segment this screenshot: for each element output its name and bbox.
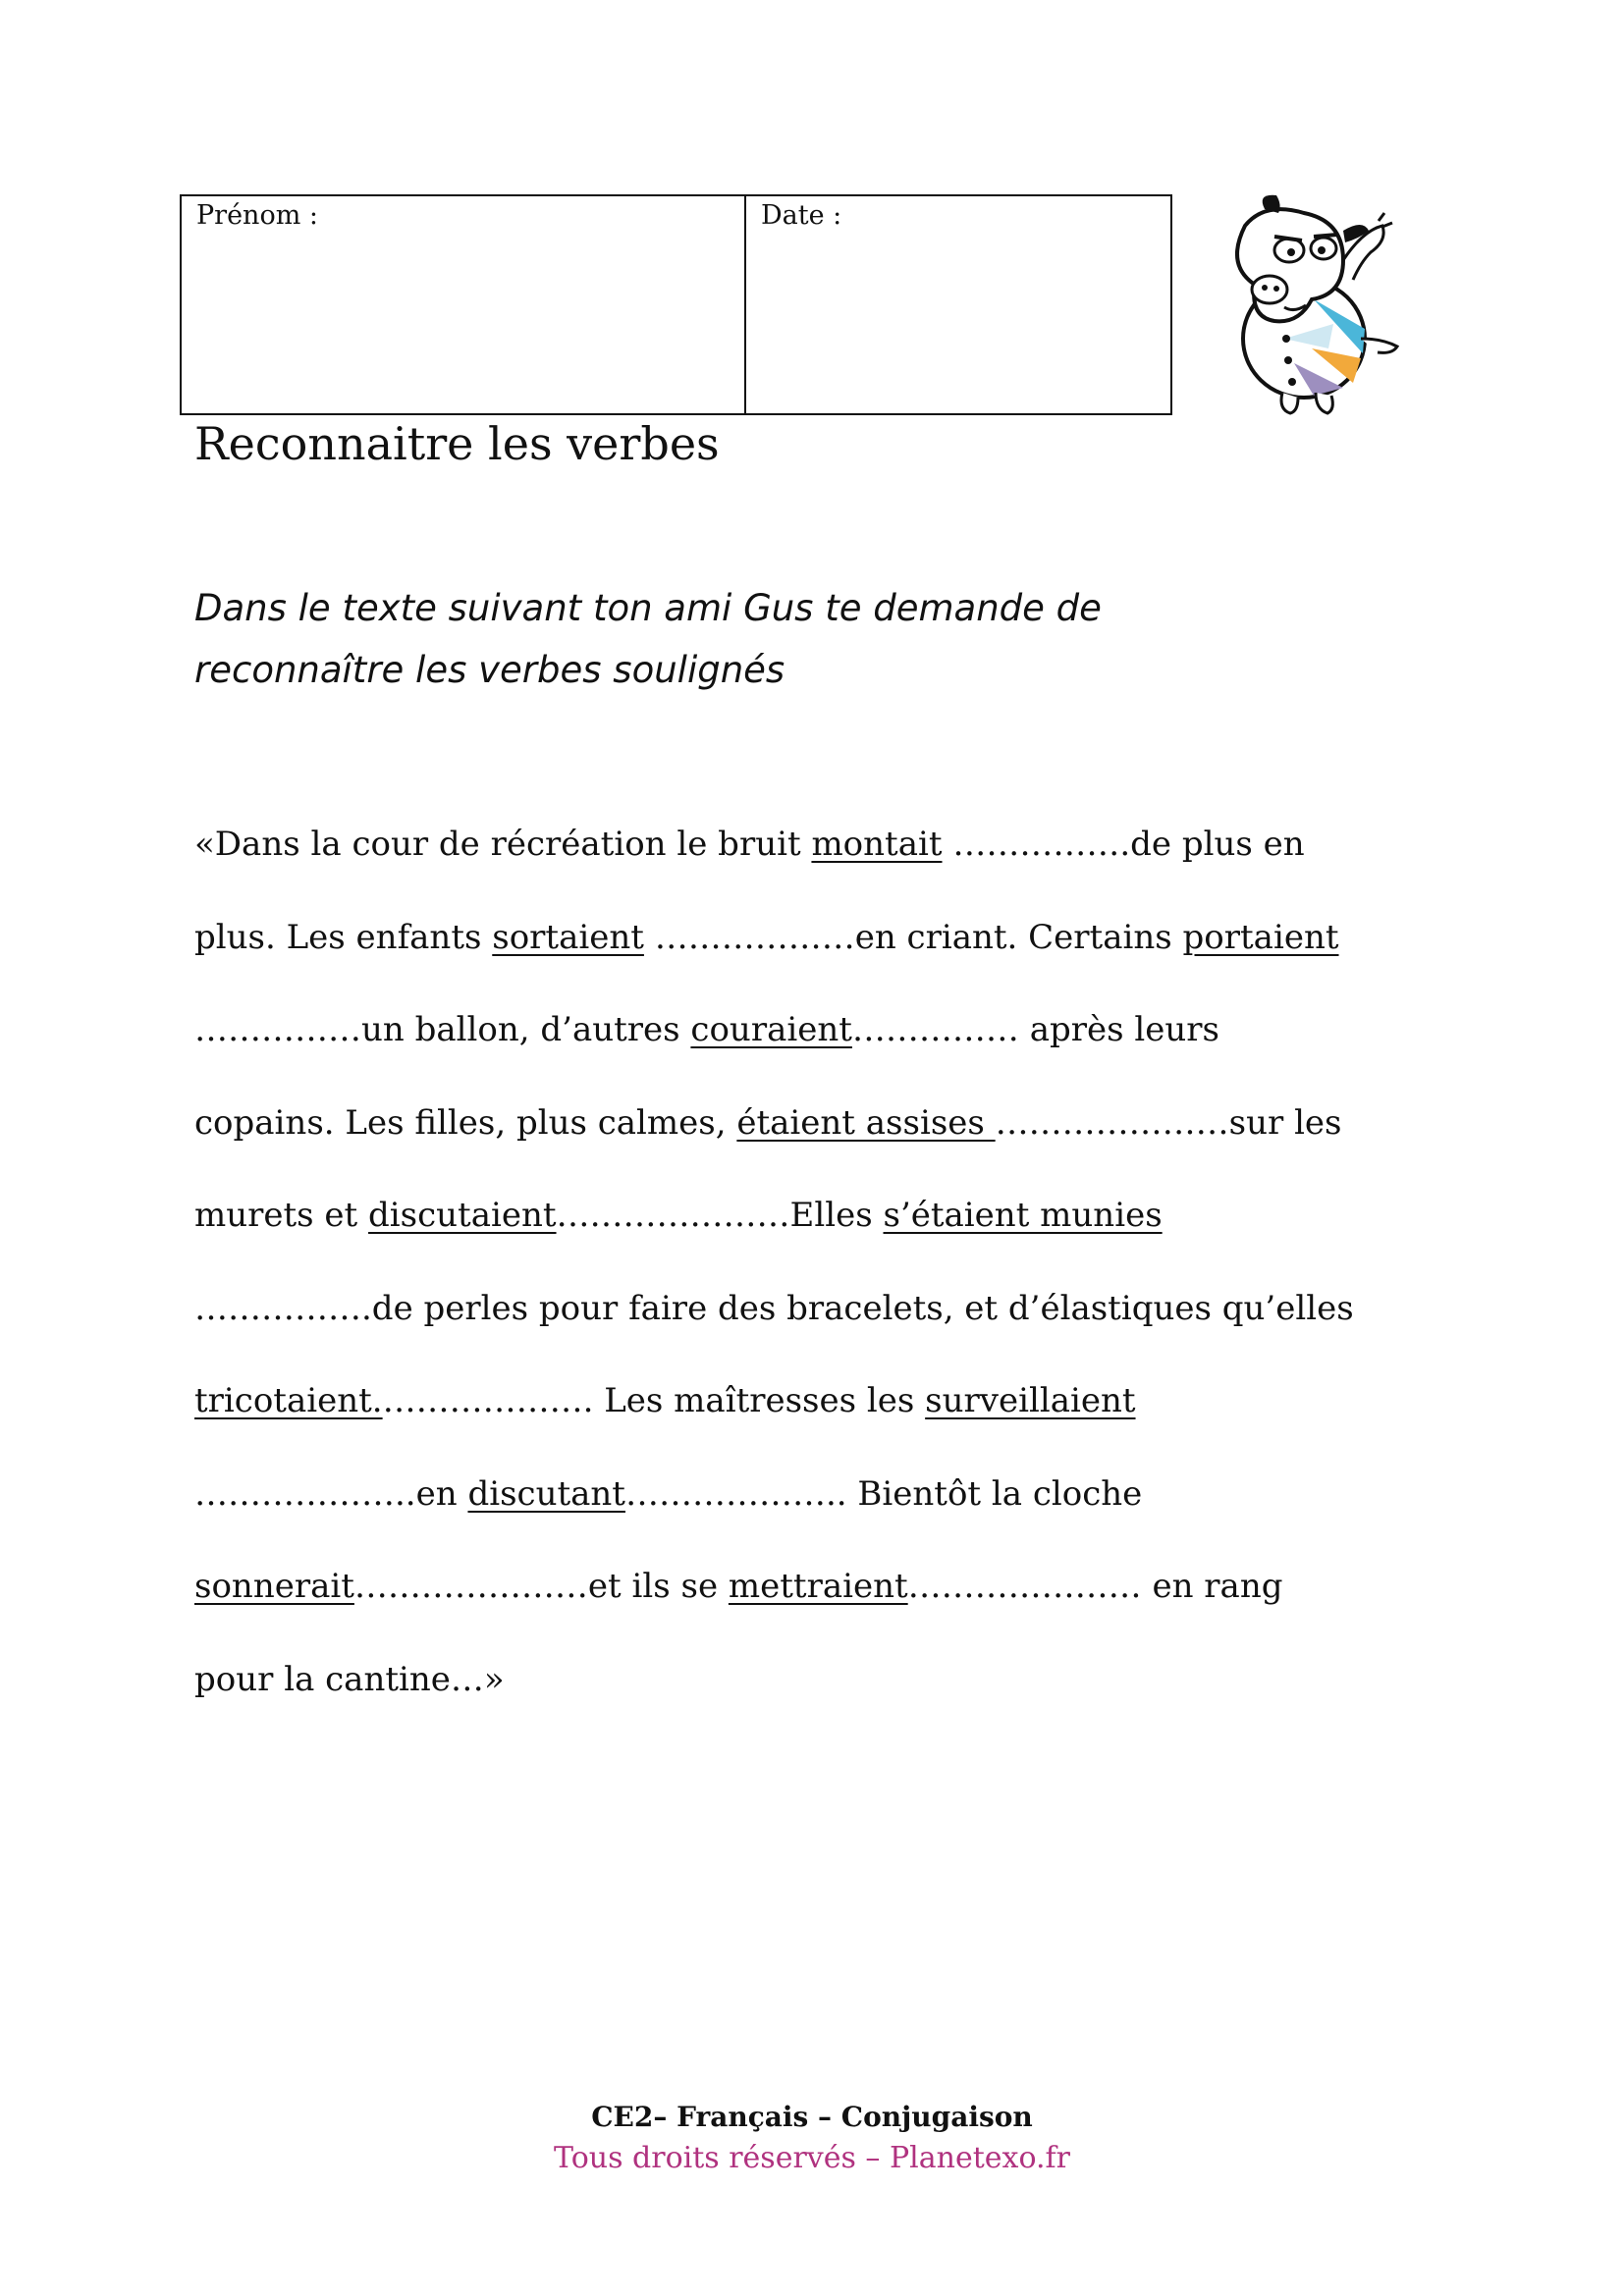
text-segment: …………………et ils se (353, 1567, 729, 1606)
exercise-line (194, 984, 1432, 1077)
student-info-table (180, 194, 1172, 415)
underlined-verb: s’étaient munies (883, 1196, 1163, 1235)
exercise-line (194, 798, 1432, 891)
sheep-mascot-icon (1196, 191, 1412, 417)
underlined-verb: sonnerait (194, 1567, 354, 1606)
underlined-verb: discutant (467, 1473, 625, 1514)
exercise-line (194, 1077, 1432, 1170)
text-segment: murets et (194, 1196, 369, 1235)
instruction-line-2: reconnaître les verbes soulignés (194, 649, 785, 691)
underlined-verb: tricotaient. (194, 1381, 383, 1420)
text-segment: …………….de perles pour faire des bracelets, et d’élastiques qu’elles (194, 1288, 1354, 1328)
underlined-verb: mettraient (728, 1567, 908, 1606)
text-segment: «Dans la cour de récréation le bruit (194, 825, 812, 864)
text-segment: ………………en criant. Certains (643, 917, 1183, 957)
underlined-verb: sortaient (492, 917, 644, 957)
underlined-verb: discutaient (368, 1196, 557, 1235)
text-segment: ………………..en (194, 1473, 468, 1514)
exercise-line (194, 891, 1432, 985)
exercise-line (194, 1355, 1432, 1448)
text-segment: …………… après leurs (851, 1010, 1219, 1049)
underlined-verb: montait (811, 825, 943, 864)
instruction-line-1: Dans le texte suivant ton ami Gus te demande de (194, 587, 1102, 629)
name-label: Prénom : (196, 200, 318, 231)
text-segment: pour la cantine…» (194, 1659, 505, 1699)
date-label: Date : (761, 200, 842, 231)
exercise-line (194, 1540, 1432, 1633)
text-segment: …………………Elles (556, 1196, 884, 1235)
exercise-line (194, 1633, 1432, 1727)
exercise-line (194, 1169, 1432, 1262)
underlined-verb: couraient (690, 1010, 852, 1049)
exercise-text (194, 798, 1432, 1726)
text-segment: …………….de plus en (942, 825, 1305, 864)
date-field-box[interactable] (746, 196, 1170, 413)
footer-subject: CE2– Français – Conjugaison (591, 2101, 1033, 2133)
footer-copyright: Tous droits réservés – Planetexo.fr (554, 2141, 1070, 2175)
text-segment: ……………….. Bientôt la cloche (624, 1473, 1143, 1514)
underlined-verb: surveillaient (925, 1381, 1136, 1420)
exercise-line (194, 1262, 1432, 1356)
underlined-verb: portaient (1182, 917, 1339, 957)
page-title: Reconnaitre les verbes (194, 417, 720, 470)
text-segment: copains. Les filles, plus calmes, (194, 1102, 737, 1143)
underlined-verb: étaient assises (736, 1102, 996, 1143)
text-segment: ……………un ballon, d’autres (194, 1010, 691, 1049)
exercise-line (194, 1448, 1432, 1541)
text-segment: …………………sur les (995, 1102, 1342, 1143)
exercise-instruction (194, 577, 1324, 701)
text-segment: ………………. Les maîtresses les (382, 1381, 926, 1420)
text-segment: plus. Les enfants (194, 917, 493, 957)
text-segment: ………………… en rang (907, 1567, 1283, 1606)
name-field-box[interactable] (182, 196, 746, 413)
